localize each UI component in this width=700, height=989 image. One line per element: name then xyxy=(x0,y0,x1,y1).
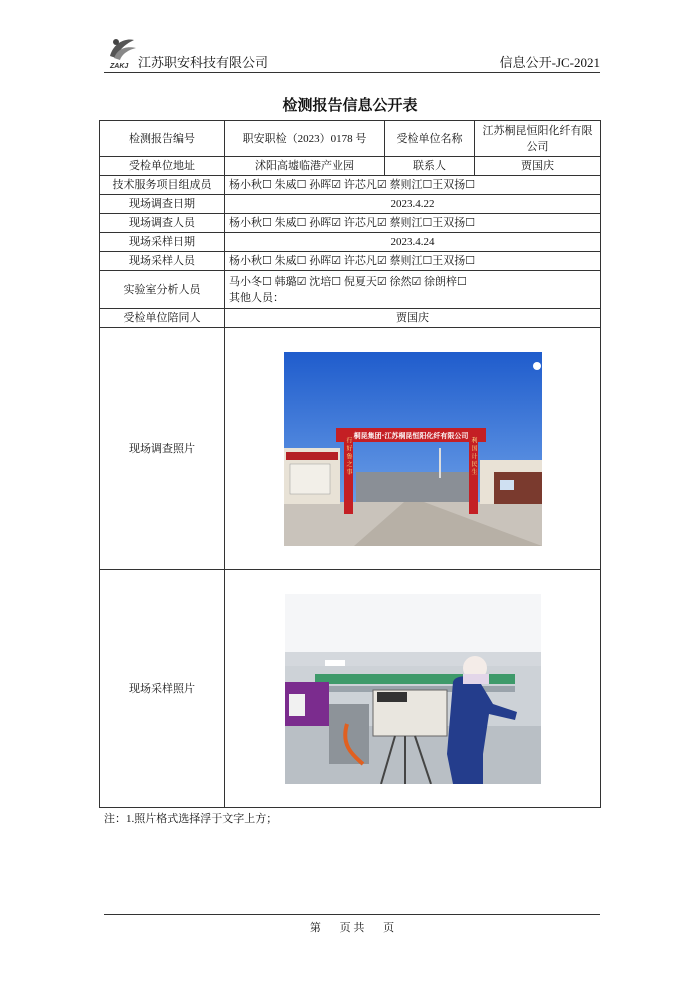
survey-staff-label: 现场调查人员 xyxy=(100,214,225,233)
address-label: 受检单位地址 xyxy=(100,157,225,176)
sampling-date-value: 2023.4.24 xyxy=(225,233,601,252)
escort-label: 受检单位陪同人 xyxy=(100,309,225,328)
table-row xyxy=(100,195,601,214)
contact-value: 贾国庆 xyxy=(475,157,601,176)
table-row xyxy=(100,309,601,328)
report-no-value: 职安职检（2023）0178 号 xyxy=(225,121,385,157)
contact-label: 联系人 xyxy=(385,157,475,176)
document-code: 信息公开-JC-2021 xyxy=(499,55,600,70)
page-header xyxy=(104,34,600,73)
svg-text:利 国 计 民 生: 利 国 计 民 生 xyxy=(469,436,477,475)
page-title: 检测报告信息公开表 xyxy=(282,98,418,114)
table-row xyxy=(100,157,601,176)
sampling-photo-cell xyxy=(225,570,601,808)
unit-name-value: 江苏桐昆恒阳化纤有限公司 xyxy=(475,121,601,157)
survey-date-value: 2023.4.22 xyxy=(225,195,601,214)
svg-text:桐昆集团·江苏桐昆恒阳化纤有限公司: 桐昆集团·江苏桐昆恒阳化纤有限公司 xyxy=(353,431,468,440)
team-label: 技术服务项目组成员 xyxy=(100,176,225,195)
lab-staff-label: 实验室分析人员 xyxy=(100,271,225,309)
table-row xyxy=(100,271,601,309)
team-value: 杨小秋☐ 朱威☐ 孙晖☑ 许芯凡☑ 蔡则江☐王双扬☐ xyxy=(225,176,601,195)
table-row xyxy=(100,121,601,157)
page-prefix: 第 xyxy=(309,922,321,934)
lab-other-staff: 其他人员： xyxy=(229,291,284,304)
survey-photo xyxy=(284,352,542,546)
sampling-staff-label: 现场采样人员 xyxy=(100,252,225,271)
company-logo xyxy=(104,34,140,70)
table-row xyxy=(100,570,601,808)
sampling-staff-value: 杨小秋☐ 朱威☐ 孙晖☑ 许芯凡☑ 蔡则江☐王双扬☐ xyxy=(225,252,601,271)
page-footer xyxy=(104,914,600,935)
table-row xyxy=(100,233,601,252)
survey-staff-value: 杨小秋☐ 朱威☐ 孙晖☑ 许芯凡☑ 蔡则江☐王双扬☐ xyxy=(225,214,601,233)
table-row xyxy=(100,252,601,271)
sampling-photo xyxy=(285,594,541,784)
info-table xyxy=(99,120,601,808)
report-no-label: 检测报告编号 xyxy=(100,121,225,157)
table-row xyxy=(100,214,601,233)
table-row xyxy=(100,328,601,570)
svg-text:行 好 鲁 之 事: 行 好 鲁 之 事 xyxy=(344,436,352,475)
unit-name-label: 受检单位名称 xyxy=(385,121,475,157)
table-row xyxy=(100,176,601,195)
svg-text:ZAKJ: ZAKJ xyxy=(110,63,129,70)
address-value: 沭阳高墟临港产业园 xyxy=(225,157,385,176)
survey-photo-cell xyxy=(225,328,601,570)
page-mid: 页 共 xyxy=(339,922,365,934)
survey-date-label: 现场调查日期 xyxy=(100,195,225,214)
sampling-photo-label: 现场采样照片 xyxy=(100,570,225,808)
page-suffix: 页 xyxy=(383,922,395,934)
photo-note: 注：1.照片格式选择浮于文字上方； xyxy=(104,813,278,825)
company-name: 江苏职安科技有限公司 xyxy=(138,55,269,70)
lab-staff-value xyxy=(225,271,601,309)
escort-value: 贾国庆 xyxy=(225,309,601,328)
survey-photo-label: 现场调查照片 xyxy=(100,328,225,570)
sampling-date-label: 现场采样日期 xyxy=(100,233,225,252)
lab-staff-list: 马小冬☐ 韩璐☑ 沈培☐ 倪夏天☑ 徐然☑ 徐朗梓☐ xyxy=(229,275,467,288)
